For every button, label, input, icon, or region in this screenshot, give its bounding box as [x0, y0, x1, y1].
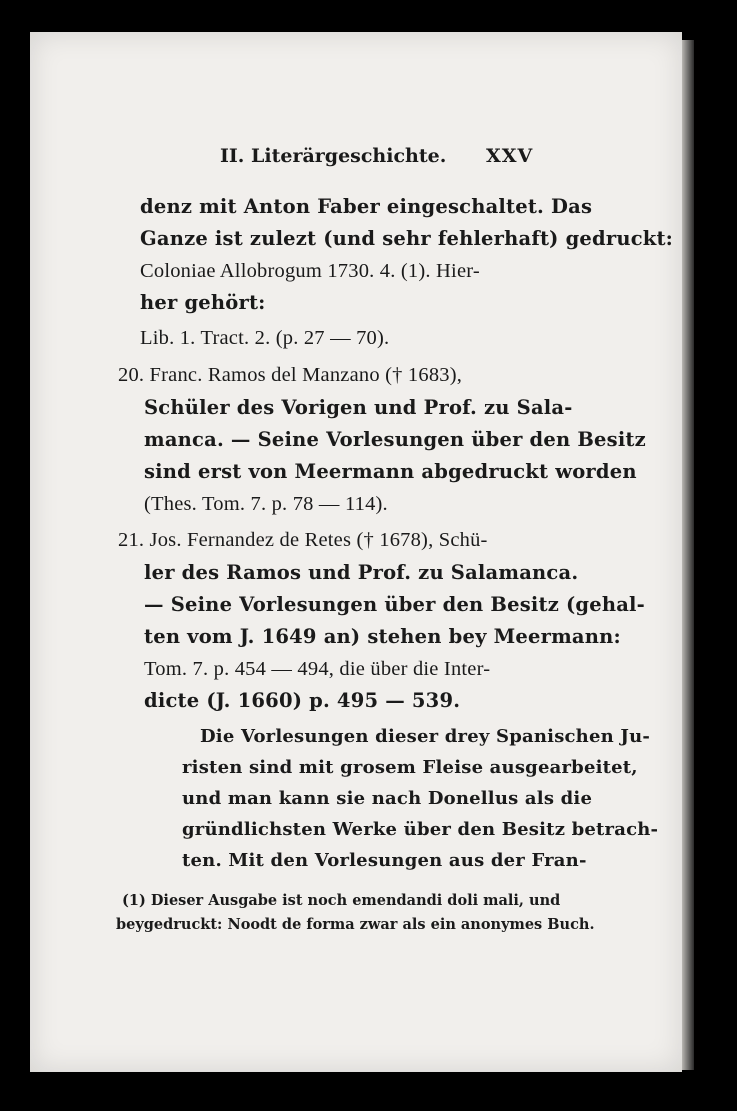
text-line: Tom. 7. p. 454 — 494, die über die Inter-	[144, 658, 491, 680]
footnote-line: (1) Dieser Ausgabe ist noch emendandi doli mali, und	[122, 892, 561, 909]
paragraph-line: gründlichsten Werke über den Besitz betrach-	[182, 819, 659, 840]
text-line: dicte (J. 1660) p. 495 — 539.	[144, 689, 461, 712]
paragraph-line: ten. Mit den Vorlesungen aus der Fran-	[182, 850, 587, 871]
running-title: II. Literärgeschichte.	[220, 145, 447, 167]
text-line: — Seine Vorlesungen über den Besitz (gehal-	[144, 593, 645, 616]
text-line: Coloniae Allobrogum 1730. 4. (1). Hier-	[140, 260, 480, 282]
running-header	[30, 145, 682, 175]
text-line: Schüler des Vorigen und Prof. zu Sala-	[144, 396, 573, 419]
footnote-line: beygedruckt: Noodt de forma zwar als ein anonymes Buch.	[116, 916, 595, 933]
text-line: ler des Ramos und Prof. zu Salamanca.	[144, 561, 579, 584]
paragraph-line: risten sind mit grosem Fleise ausgearbeitet,	[182, 757, 638, 778]
text-line: sind erst von Meermann abgedruckt worden	[144, 460, 637, 483]
entry-21-heading: 21. Jos. Fernandez de Retes († 1678), Schü-	[118, 529, 488, 551]
text-line: Lib. 1. Tract. 2. (p. 27 — 70).	[140, 327, 390, 349]
text-line: her gehört:	[140, 291, 266, 314]
page-number: XXV	[486, 145, 534, 167]
book-page	[30, 32, 682, 1072]
text-line: manca. — Seine Vorlesungen über den Besitz	[144, 428, 646, 451]
text-line: denz mit Anton Faber eingeschaltet. Das	[140, 195, 593, 218]
entry-20-heading: 20. Franc. Ramos del Manzano († 1683),	[118, 364, 463, 386]
text-line: ten vom J. 1649 an) stehen bey Meermann:	[144, 625, 621, 648]
paragraph-line: Die Vorlesungen dieser drey Spanischen Ju-	[200, 726, 651, 747]
page-edge-shadow	[680, 40, 694, 1070]
paragraph-line: und man kann sie nach Donellus als die	[182, 788, 593, 809]
text-line: Ganze ist zulezt (und sehr fehlerhaft) gedruckt:	[140, 227, 674, 250]
text-line: (Thes. Tom. 7. p. 78 — 114).	[144, 493, 388, 515]
